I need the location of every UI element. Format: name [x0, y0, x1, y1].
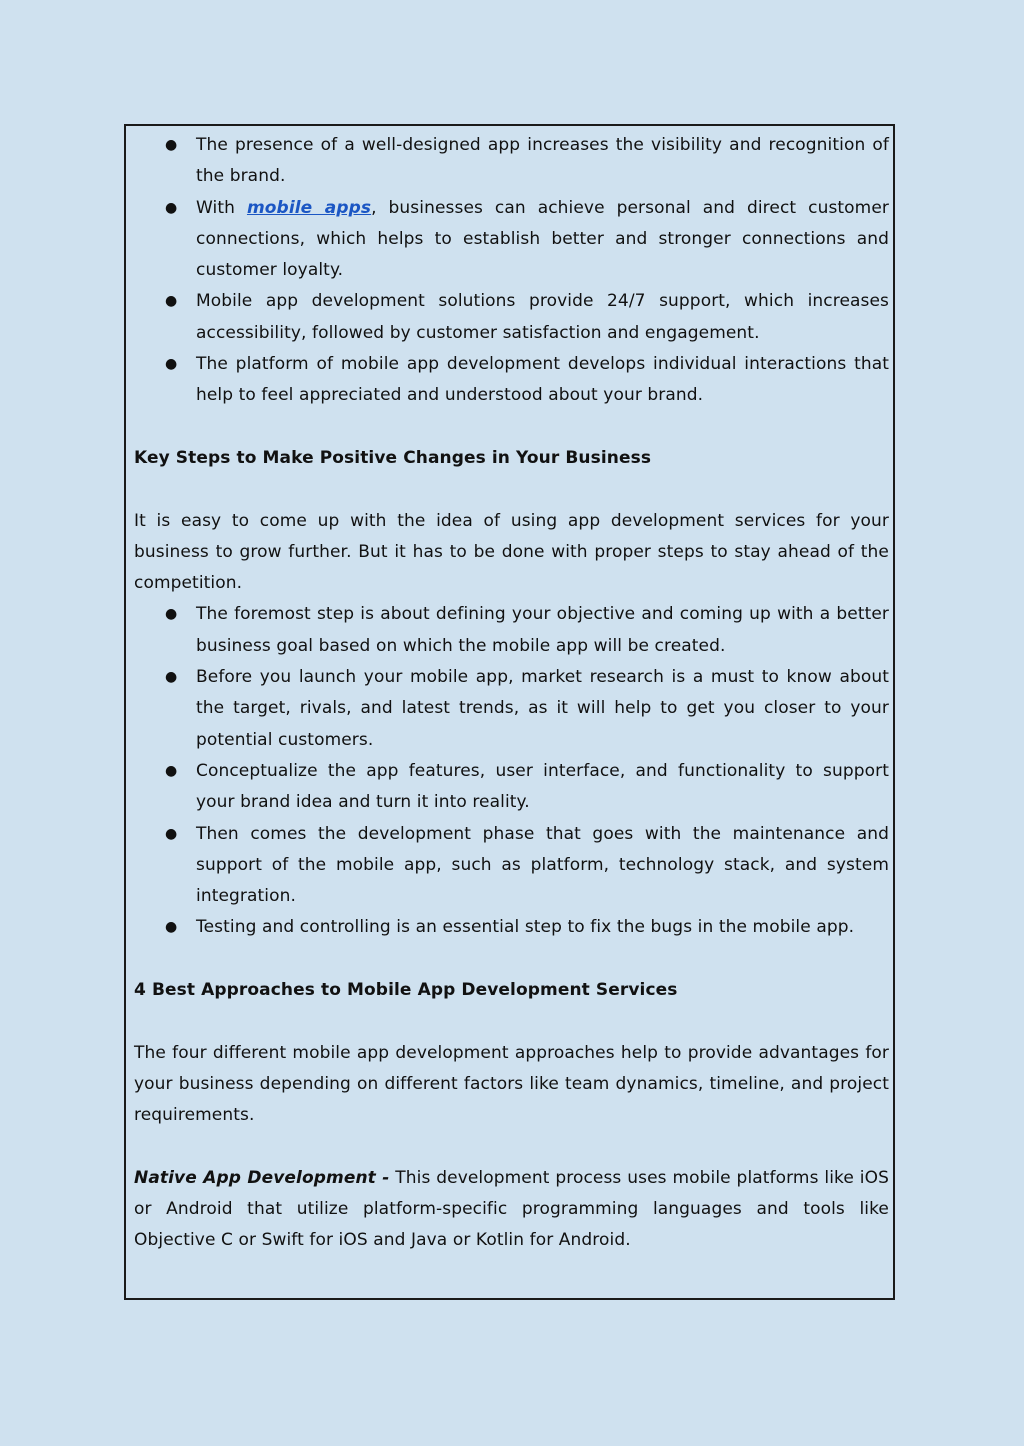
spacer	[134, 474, 889, 505]
list-item	[134, 349, 889, 412]
mobile-apps-link[interactable]: mobile apps	[246, 197, 372, 218]
list-item	[134, 599, 889, 662]
spacer	[134, 1006, 889, 1037]
spacer	[134, 944, 889, 975]
document-frame	[124, 124, 895, 1300]
key-steps-paragraph: It is easy to come up with the idea of using app development services for your business to grow further. But it has to be done with proper steps to stay ahead of the competition.	[134, 510, 889, 594]
section-heading-key-steps: Key Steps to Make Positive Changes in Your Business	[134, 447, 652, 468]
bullet-icon: ●	[165, 606, 178, 623]
list-item-text-prefix: With	[196, 197, 247, 218]
list-item-text: Mobile app development solutions provide 24/7 support, which increases accessibility, followed by customer satisfaction and engagement.	[196, 291, 889, 343]
list-item	[134, 286, 889, 349]
bullet-icon: ●	[165, 199, 178, 216]
spacer	[134, 412, 889, 443]
key-steps-bullet-list	[134, 599, 889, 943]
list-item-text: The presence of a well-designed app increases the visibility and recognition of the brand.	[196, 135, 889, 187]
bullet-icon: ●	[165, 669, 178, 686]
list-item	[134, 662, 889, 756]
list-item-text: The foremost step is about defining your objective and coming up with a better business goal based on which the mobile app will be created.	[196, 604, 889, 656]
list-item-text-suffix: , businesses can achieve personal and direct customer connections, which helps to establish better and stronger connections and customer loyalty.	[196, 197, 889, 281]
native-app-paragraph	[134, 1163, 889, 1257]
list-item-text: The platform of mobile app development develops individual interactions that help to feel appreciated and understood about your brand.	[196, 354, 889, 406]
list-item-text: Testing and controlling is an essential step to fix the bugs in the mobile app.	[196, 917, 855, 938]
list-item	[134, 912, 889, 943]
bullet-icon: ●	[165, 137, 178, 153]
document-body	[134, 130, 889, 1257]
intro-bullet-list	[134, 130, 889, 412]
bullet-icon: ●	[165, 356, 178, 373]
list-item	[134, 819, 889, 913]
list-item	[134, 130, 889, 193]
bullet-icon: ●	[165, 825, 178, 842]
list-item	[134, 193, 889, 287]
native-app-text: This development process uses mobile platforms like iOS or Android that utilize platform-specific programming languages and tools like Objective C or Swift for iOS and Java or Kotlin for Android.	[134, 1167, 889, 1251]
list-item	[134, 756, 889, 819]
list-item-text: Then comes the development phase that goes with the maintenance and support of the mobile app, such as platform, technology stack, and system integration.	[196, 823, 889, 907]
list-item-text: Conceptualize the app features, user interface, and functionality to support your brand idea and turn it into reality.	[196, 760, 889, 813]
section-heading-best-approaches: 4 Best Approaches to Mobile App Development Services	[134, 980, 678, 1001]
spacer	[134, 1132, 889, 1163]
bullet-icon: ●	[165, 762, 178, 779]
native-app-lead: Native App Development -	[134, 1167, 390, 1188]
list-item-text: Before you launch your mobile app, market research is a must to know about the target, rivals, and latest trends, as it will help to get you closer to your potential customers.	[196, 667, 889, 750]
bullet-icon: ●	[165, 919, 178, 936]
bullet-icon: ●	[165, 293, 178, 310]
approaches-paragraph: The four different mobile app development approaches help to provide advantages for your business depending on different factors like team dynamics, timeline, and project requirements.	[134, 1042, 889, 1126]
